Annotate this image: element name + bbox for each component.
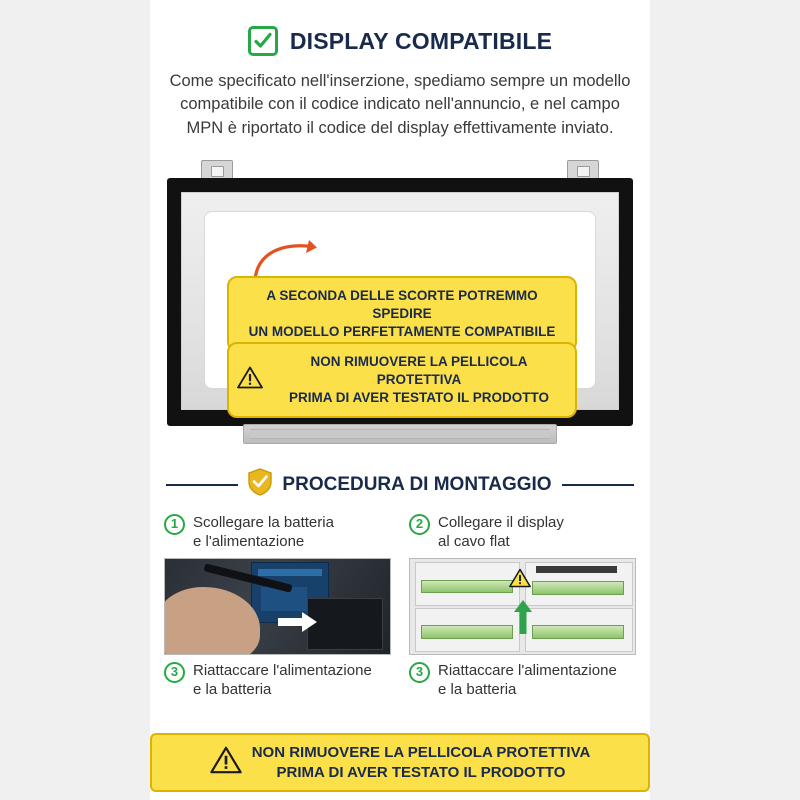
procedure-title: PROCEDURA DI MONTAGGIO xyxy=(282,473,552,495)
protective-film-callout xyxy=(227,342,577,418)
content-column xyxy=(150,0,650,800)
step-1-label xyxy=(164,513,391,551)
white-arrow-icon xyxy=(278,611,318,633)
compatibility-callout xyxy=(227,276,577,352)
laptop-internals-photo xyxy=(164,558,391,655)
warning-triangle-icon-small xyxy=(509,568,531,588)
rule-right xyxy=(562,484,634,486)
flat-cable-connector-photo xyxy=(409,558,636,655)
step-2-line2: al cavo flat xyxy=(438,533,510,551)
compatibility-callout-line1: A SECONDA DELLE SCORTE POTREMMO SPEDIRE xyxy=(266,288,538,322)
intro-text: Come specificato nell'inserzione, spediamo sempre un modello compatibile con il codice indicato nell'annuncio, e nel campo MPN è riportato il codice del display effettivamente inviato. xyxy=(169,72,631,137)
footer-warning-banner xyxy=(150,733,650,792)
warning-triangle-icon-footer xyxy=(210,746,242,779)
header xyxy=(150,0,650,56)
step-4-line1: Riattaccare l'alimentazione xyxy=(438,661,617,679)
footer-line2: PRIMA DI AVER TESTATO IL PRODOTTO xyxy=(276,763,566,781)
display-illustration xyxy=(165,156,635,456)
step-3-number: 3 xyxy=(164,662,185,683)
flat-cable-3 xyxy=(421,625,513,638)
step-1-line2: e l'alimentazione xyxy=(193,533,305,551)
step-3-label xyxy=(164,661,391,699)
shield-icon xyxy=(248,468,272,501)
step-2-number: 2 xyxy=(409,514,430,535)
flat-cable-2 xyxy=(532,581,624,594)
step-4-line2: e la batteria xyxy=(438,680,517,698)
photo-laptop-internals xyxy=(165,559,390,654)
connector-socket xyxy=(536,566,617,573)
protective-film-callout-line1: NON RIMUOVERE LA PELLICOLA PROTETTIVA xyxy=(310,354,528,388)
right-gutter xyxy=(650,0,800,800)
step-3-line2: e la batteria xyxy=(193,680,272,698)
page-title: DISPLAY COMPATIBILE xyxy=(289,27,553,54)
step-1-line1: Scollegare la batteria xyxy=(193,514,334,532)
protective-film-callout-line2: PRIMA DI AVER TESTATO IL PRODOTTO xyxy=(288,390,549,406)
green-up-arrow-icon xyxy=(514,600,532,634)
step-1-number: 1 xyxy=(164,514,185,535)
green-check-icon xyxy=(248,26,278,56)
battery-pack xyxy=(307,598,383,649)
step-3-line1: Riattaccare l'alimentazione xyxy=(193,661,372,679)
left-gutter xyxy=(0,0,150,800)
step-4-label xyxy=(409,661,636,699)
warning-triangle-icon xyxy=(237,366,263,394)
procedure-heading xyxy=(166,468,634,501)
photo-connectors xyxy=(410,559,635,654)
panel-backlight-strip xyxy=(243,424,557,444)
footer-line1: NON RIMUOVERE LA PELLICOLA PROTETTIVA xyxy=(251,744,591,761)
step-2-label xyxy=(409,513,636,551)
step-4-number: 3 xyxy=(409,662,430,683)
hand xyxy=(164,587,260,655)
step-2-line1: Collegare il display xyxy=(438,514,564,532)
compatibility-callout-line2: UN MODELLO PERFETTAMENTE COMPATIBILE xyxy=(248,324,556,340)
rule-left xyxy=(166,484,238,486)
flat-cable-1 xyxy=(421,580,513,593)
steps-grid xyxy=(164,513,636,699)
flat-cable-4 xyxy=(532,625,624,638)
